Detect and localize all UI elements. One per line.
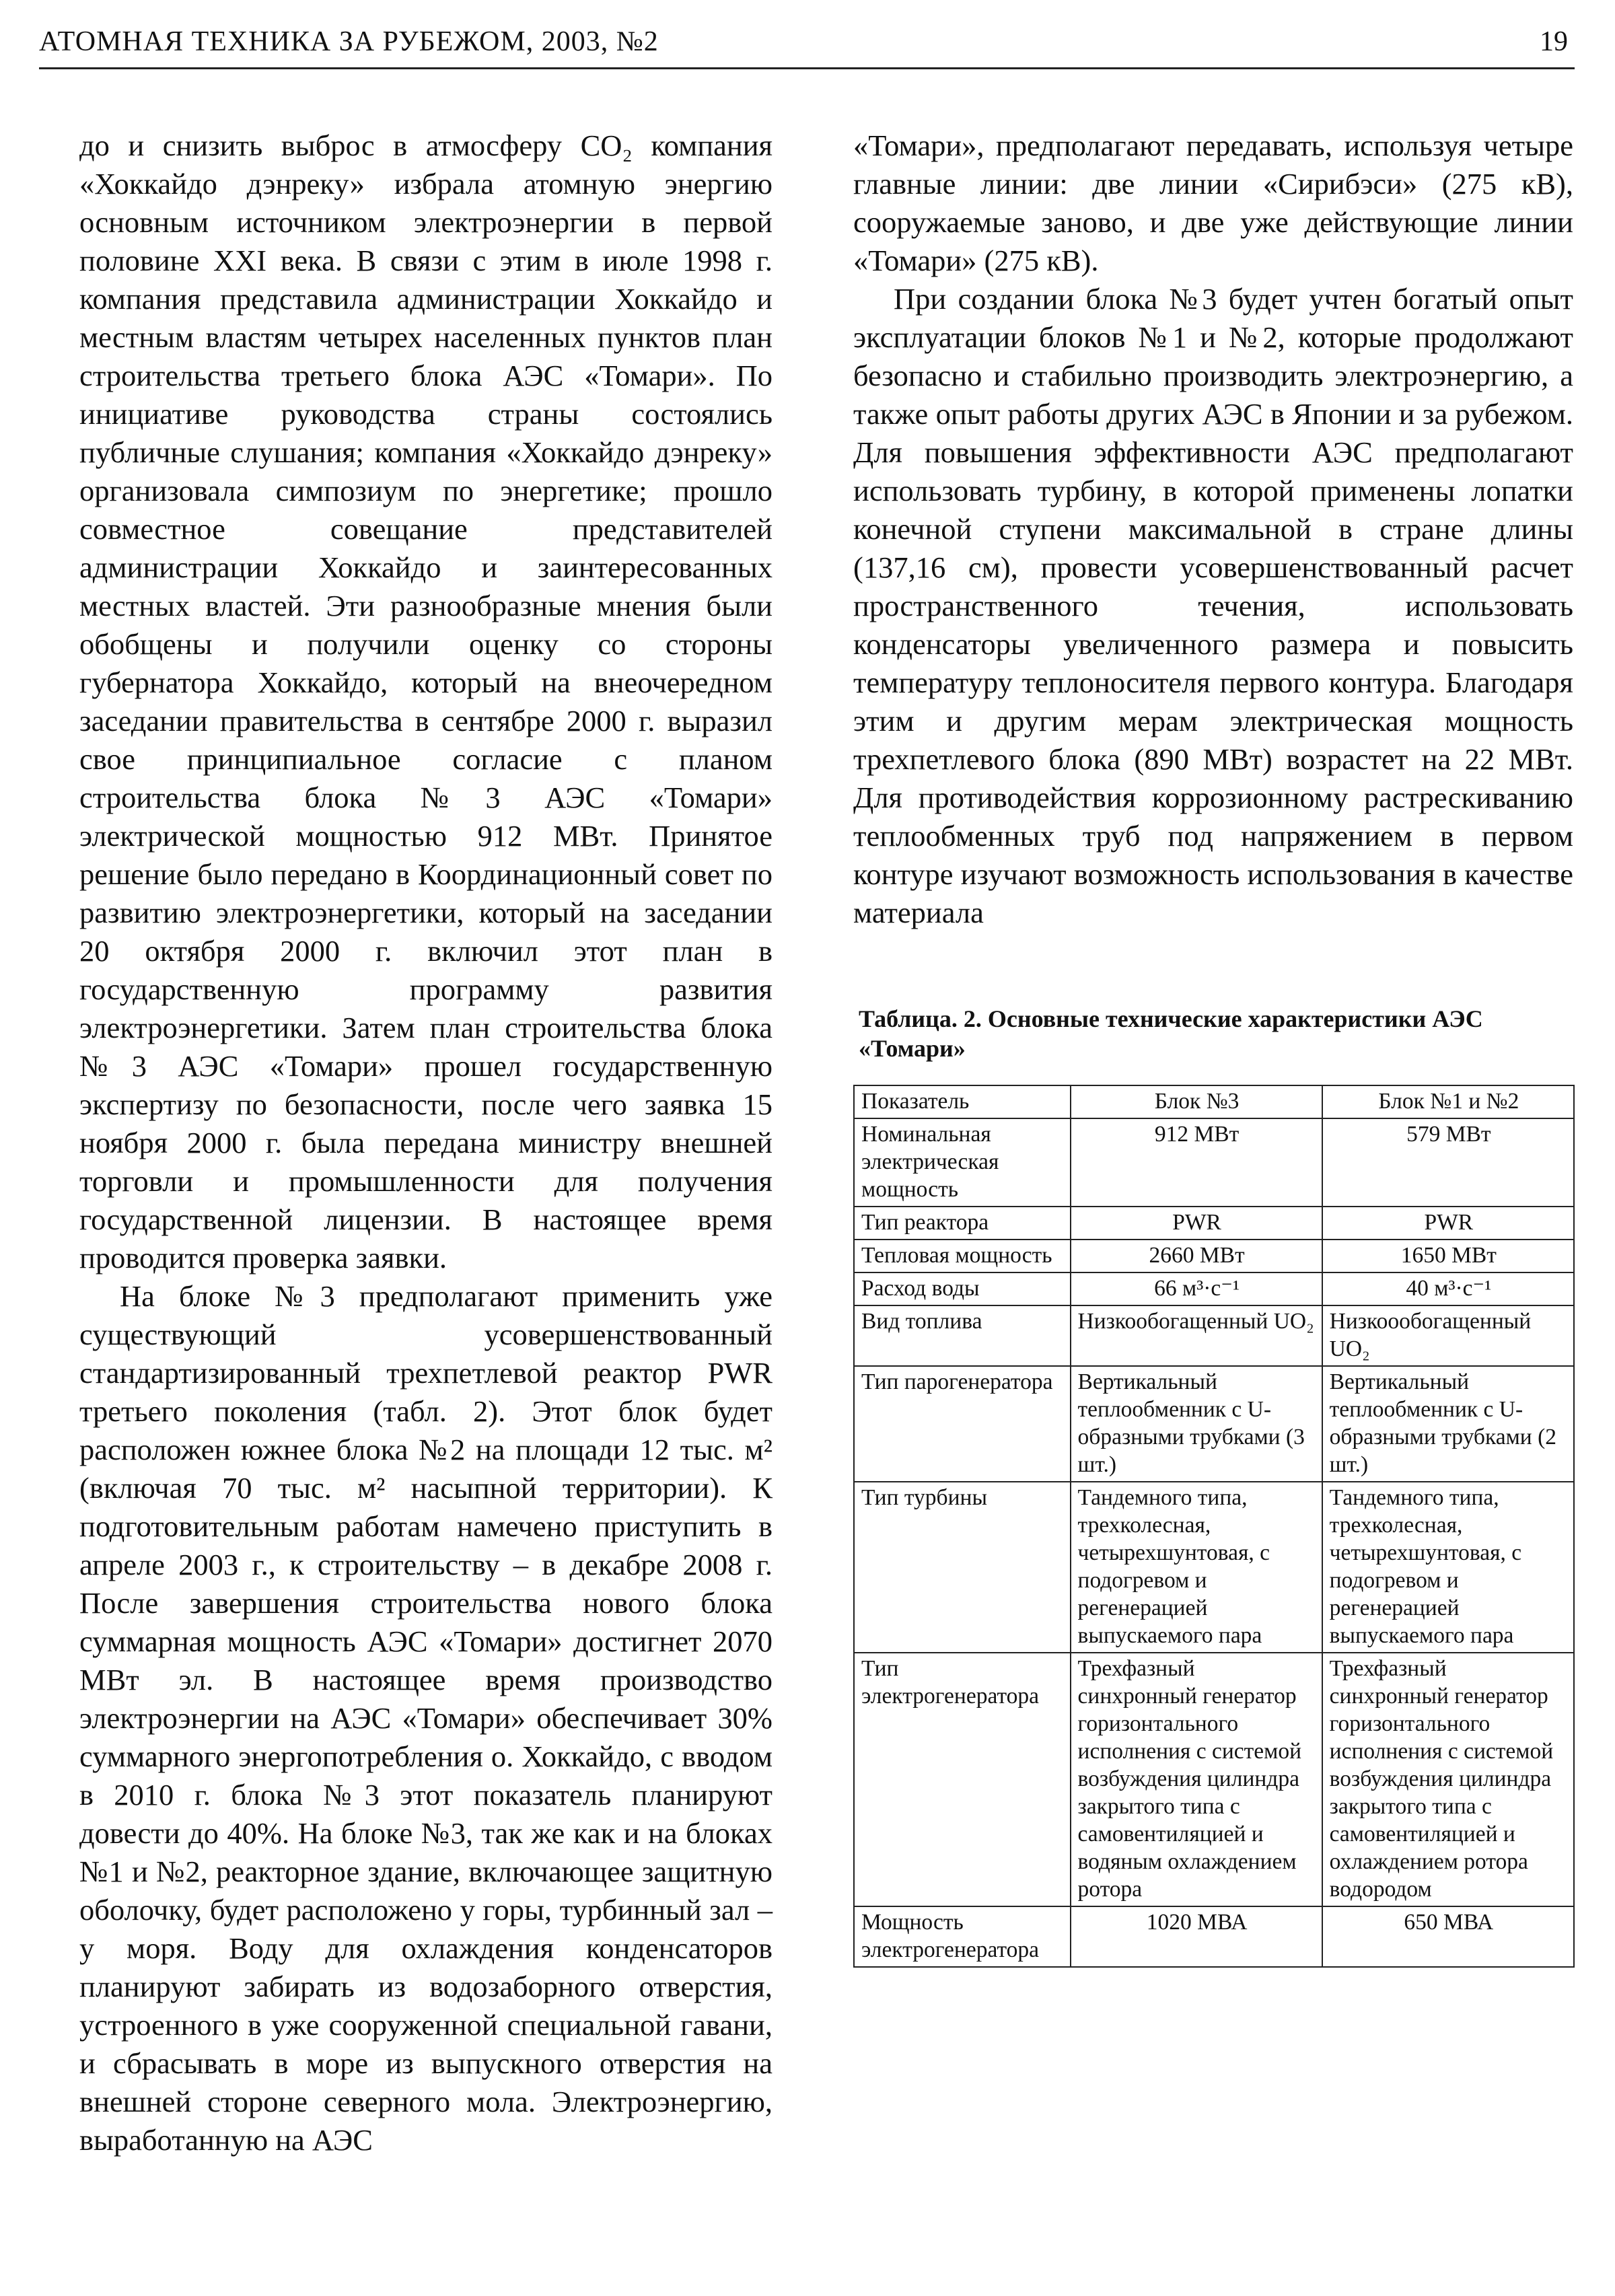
table-cell: Вертикальный теплообменник с U-образными трубками (2 шт.) xyxy=(1322,1366,1574,1482)
page-header xyxy=(39,20,1575,69)
table-cell: Тип электрогенератора xyxy=(854,1653,1071,1906)
left-paragraph-1: до и снизить выброс в атмосферу CO₂ компания «Хоккайдо дэнреку» избрала атомную энергию основным источником электроэнергии в первой половине XXI века. В связи с этим в июле 1998 г. компания представила администрации Хоккайдо и местным властям четырех населенных пунктов план строительства третьего блока АЭС «Томари». По инициативе руководства страны состоялись публичные слушания; компания «Хоккайдо дэнреку» организовала симпозиум по энергетике; прошло совместное совещание представителей администрации Хоккайдо и заинтересованных местных властей. Эти разнообразные мнения были обобщены и получили оценку со стороны губернатора Хоккайдо, который на внеочередном заседании правительства в сентябре 2000 г. выразил свое принципиальное согласие с планом строительства блока №3 АЭС «Томари» электрической мощностью 912 МВт. Принятое решение было передано в Координационный совет по развитию электроэнергетики, который на заседании 20 октября 2000 г. включил этот план в государственную программу развития электроэнергетики. Затем план строительства блока №3 АЭС «Томари» прошел государственную экспертизу по безопасности, после чего заявка 15 ноября 2000 г. была передана министру внешней торговли и промышленности для получения государственной лицензии. В настоящее время проводится проверка заявки. xyxy=(79,129,773,1275)
table-cell: 579 МВт xyxy=(1322,1118,1574,1207)
table-row xyxy=(854,1366,1574,1482)
table-row xyxy=(854,1272,1574,1305)
table-cell: Номинальная электрическая мощность xyxy=(854,1118,1071,1207)
table-cell: Тип парогенератора xyxy=(854,1366,1071,1482)
right-paragraph-1: «Томари», предполагают передавать, используя четыре главные линии: две линии «Сирибэси» (275 кВ), сооружаемые заново, и две уже действующие линии «Томари» (275 кВ). xyxy=(853,129,1573,277)
table-cell: Вертикальный теплообменник с U-образными трубками (3 шт.) xyxy=(1071,1366,1322,1482)
table-cell: Низкоообогащенный UO₂ xyxy=(1322,1305,1574,1366)
table-caption: Таблица. 2. Основные технические характеристики АЭС «Томари» xyxy=(859,1005,1483,1062)
table-cell: 912 МВт xyxy=(1071,1118,1322,1207)
table-cell: 2660 МВт xyxy=(1071,1240,1322,1272)
table-row xyxy=(854,1482,1574,1653)
table-cell: Низкообогащенный UO₂ xyxy=(1071,1305,1322,1366)
table-header-row xyxy=(854,1085,1574,1118)
journal-title: АТОМНАЯ ТЕХНИКА ЗА РУБЕЖОМ, 2003, №2 xyxy=(39,26,659,57)
tech-specs-table xyxy=(853,1085,1575,1968)
table-cell: 1020 МВА xyxy=(1071,1906,1322,1967)
table-cell: Расход воды xyxy=(854,1272,1071,1305)
table-row xyxy=(854,1118,1574,1207)
header-cell: Блок №1 и №2 xyxy=(1322,1085,1574,1118)
table-cell: 1650 МВт xyxy=(1322,1240,1574,1272)
table-cell: Мощность электрогенератора xyxy=(854,1906,1071,1967)
table-cell: PWR xyxy=(1071,1207,1322,1240)
table-cell: Тандемного типа, трехколесная, четырехшунтовая, с подогревом и регенерацией выпускаемого пара xyxy=(1071,1482,1322,1653)
table-row xyxy=(854,1906,1574,1967)
table-cell: Тандемного типа, трехколесная, четырехшунтовая, с подогревом и регенерацией выпускаемого пара xyxy=(1322,1482,1574,1653)
table-cell: PWR xyxy=(1322,1207,1574,1240)
table-cell: Тип турбины xyxy=(854,1482,1071,1653)
table-cell: Вид топлива xyxy=(854,1305,1071,1366)
table-row xyxy=(854,1207,1574,1240)
left-paragraph-2: На блоке №3 предполагают применить уже существующий усовершенствованный стандартизированный трехпетлевой реактор PWR третьего поколения (табл. 2). Этот блок будет расположен южнее блока №2 на площади 12 тыс. м² (включая 70 тыс. м² насыпной территории). К подготовительным работам намечено приступить в апреле 2003 г., к строительству – в декабре 2008 г. После завершения строительства нового блока суммарная мощность АЭС «Томари» достигнет 2070 МВт эл. В настоящее время производство электроэнергии на АЭС «Томари» обеспечивает 30% суммарного энергопотребления о. Хоккайдо, с вводом в 2010 г. блока №3 этот показатель планируют довести до 40%. На блоке №3, так же как и на блоках №1 и №2, реакторное здание, включающее защитную оболочку, будет расположено у горы, турбинный зал – у моря. Воду для охлаждения конденсаторов планируют забирать из водозаборного отверстия, устроенного в уже сооруженной специальной гавани, и сбрасывать в море из выпускного отверстия на внешней стороне северного мола. Электроэнергию, выработанную на АЭС xyxy=(79,1279,773,2157)
right-column xyxy=(853,127,1573,932)
header-cell: Блок №3 xyxy=(1071,1085,1322,1118)
table-cell: 40 м³·с⁻¹ xyxy=(1322,1272,1574,1305)
table-cell: Трехфазный синхронный генератор горизонтального исполнения с системой возбуждения цилиндра закрытого типа с самовентиляцией и охлаждением ротора водородом xyxy=(1322,1653,1574,1906)
table-cell: Тепловая мощность xyxy=(854,1240,1071,1272)
table-row xyxy=(854,1240,1574,1272)
table-row xyxy=(854,1653,1574,1906)
left-column xyxy=(79,127,773,2159)
table-row xyxy=(854,1305,1574,1366)
table-cell: Трехфазный синхронный генератор горизонтального исполнения с системой возбуждения цилиндра закрытого типа с самовентиляцией и водяным охлаждением ротора xyxy=(1071,1653,1322,1906)
table-cell: 650 МВА xyxy=(1322,1906,1574,1967)
header-cell: Показатель xyxy=(854,1085,1071,1118)
table-cell: Тип реактора xyxy=(854,1207,1071,1240)
table-cell: 66 м³·с⁻¹ xyxy=(1071,1272,1322,1305)
right-paragraph-2: При создании блока №3 будет учтен богатый опыт эксплуатации блоков №1 и №2, которые продолжают безопасно и стабильно производить электроэнергию, а также опыт работы других АЭС в Японии и за рубежом. Для повышения эффективности АЭС предполагают использовать турбину, в которой применены лопатки конечной ступени максимальной в стране длины (137,16 см), провести усовершенствованный расчет пространственного течения, использовать конденсаторы увеличенного размера и повысить температуру теплоносителя первого контура. Благодаря этим и другим мерам электрическая мощность трехпетлевого блока (890 МВт) возрастет на 22 МВт. Для противодействия коррозионному растрескиванию теплообменных труб под напряжением в первом контуре изучают возможность использования в качестве материала xyxy=(853,282,1573,929)
page-number: 19 xyxy=(1540,26,1568,57)
